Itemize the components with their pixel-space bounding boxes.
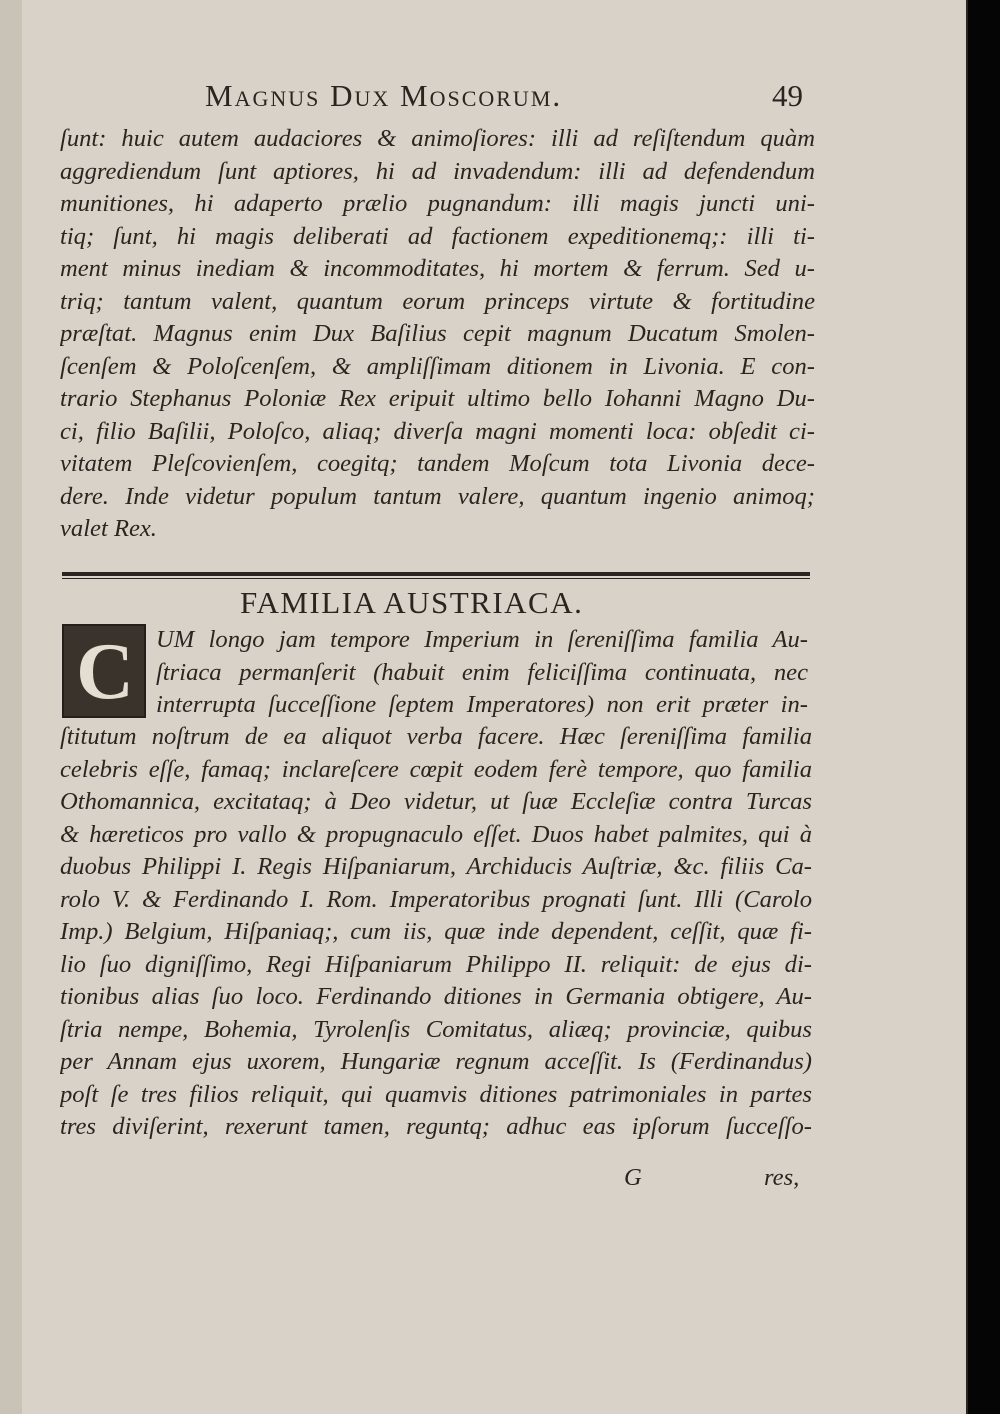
paragraph-austria-opening	[156, 624, 808, 722]
catchword: res,	[764, 1164, 800, 1191]
section-heading: FAMILIA AUSTRIACA.	[240, 585, 584, 620]
text-line: ſcenſem & Poloſcenſem, & ampliſſimam ditionem in Livonia. E con-	[60, 352, 815, 380]
section-divider-rule-thin	[62, 578, 810, 579]
text-line: lio ſuo digniſſimo, Regi Hiſpaniarum Philippo II. reliquit: de ejus di-	[60, 950, 812, 978]
text-line: tionibus alias ſuo loco. Ferdinando ditiones in Germania obtigere, Au-	[60, 983, 812, 1010]
text-line: poſt ſe tres filios reliquit, qui quamvis ditiones patrimoniales in partes	[60, 1080, 812, 1108]
text-line: trario Stephanus Poloniæ Rex eripuit ultimo bello Iohanni Magno Du-	[60, 385, 815, 412]
section-divider-rule	[62, 572, 810, 576]
text-line: dere. Inde videtur populum tantum valere, quantum ingenio animoq;	[60, 482, 815, 510]
text-line: triq; tantum valent, quantum eorum princeps virtute & fortitudine	[60, 287, 815, 315]
paragraph-moscow-conclusion	[60, 123, 815, 546]
text-line: celebris eſſe, famaq; inclareſcere cœpit eodem ferè tempore, quo familia	[60, 755, 812, 783]
running-head: Magnus Dux Moscorum.	[205, 78, 563, 113]
text-line: ſtriaca permanſerit (habuit enim feliciſſima continuata, nec	[156, 658, 808, 686]
signature-mark: G	[624, 1164, 642, 1191]
text-line: duobus Philippi I. Regis Hiſpaniarum, Archiducis Auſtriæ, &c. filiis Ca-	[60, 853, 812, 880]
text-line: ſunt: huic autem audaciores & animoſiores: illi ad reſiſtendum quàm	[60, 125, 815, 152]
text-line: tres diviſerint, rexerunt tamen, reguntq; adhuc eas ipſorum ſucceſſo-	[60, 1113, 812, 1140]
text-line: munitiones, hi adaperto prælio pugnandum: illi magis juncti uni-	[60, 190, 815, 217]
text-line: ci, filio Baſilii, Poloſco, aliaq; diverſa magni momenti loca: obſedit ci-	[60, 417, 815, 445]
text-line: vitatem Pleſcovienſem, coegitq; tandem Moſcum tota Livonia dece-	[60, 450, 815, 477]
text-line: ſtitutum noſtrum de ea aliquot verba facere. Hæc ſereniſſima familia	[60, 723, 812, 750]
ornamental-initial	[62, 624, 146, 718]
text-line: aggrediendum ſunt aptiores, hi ad invadendum: illi ad defendendum	[60, 157, 815, 185]
text-line: tiq; ſunt, hi magis deliberati ad factionem expeditionemq;: illi ti-	[60, 222, 815, 250]
page-header	[205, 78, 805, 118]
text-line: ſtria nempe, Bohemia, Tyrolenſis Comitatus, aliæq; provinciæ, quibus	[60, 1015, 812, 1043]
page-gutter	[0, 0, 22, 1414]
text-line: interrupta ſucceſſione ſeptem Imperatores) non erit præter in-	[156, 691, 808, 718]
text-line: Imp.) Belgium, Hiſpaniaq;, cum iis, quæ inde dependent, ceſſit, quæ fi-	[60, 918, 812, 945]
page-number: 49	[772, 78, 803, 113]
text-line: præſtat. Magnus enim Dux Baſilius cepit magnum Ducatum Smolen-	[60, 320, 815, 347]
initial-letter: C	[76, 628, 134, 716]
text-line: per Annam ejus uxorem, Hungariæ regnum acceſſit. Is (Ferdinandus)	[60, 1048, 812, 1075]
text-line: & hæreticos pro vallo & propugnaculo eſſet. Duos habet palmites, qui à	[60, 820, 812, 848]
text-line: Othomannica, excitataq; à Deo videtur, ut ſuæ Eccleſiæ contra Turcas	[60, 788, 812, 815]
text-line: ment minus inediam & incommoditates, hi mortem & ferrum. Sed u-	[60, 255, 815, 282]
paragraph-austria-body	[60, 721, 812, 1144]
text-line: valet Rex.	[60, 515, 157, 542]
text-line: UM longo jam tempore Imperium in ſereniſſima familia Au-	[156, 626, 808, 653]
text-line: rolo V. & Ferdinando I. Rom. Imperatoribus prognati ſunt. Illi (Carolo	[60, 885, 812, 913]
